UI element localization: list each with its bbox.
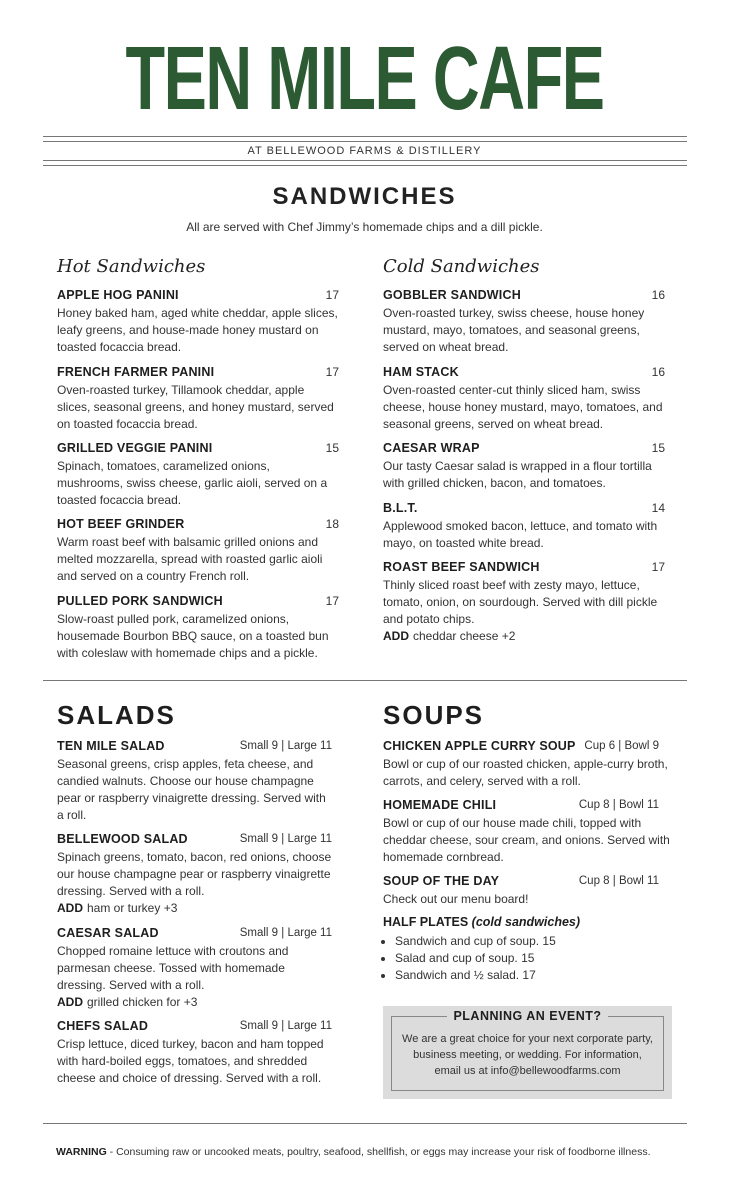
item-description: Spinach, tomatoes, caramelized onions, mushrooms, swiss cheese, garlic aioli, served on a toasted focaccia bread. bbox=[57, 459, 328, 507]
item-description: Slow-roast pulled pork, caramelized onions, housemade Bourbon BBQ sauce, on a toasted bun with coleslaw with homemade chips and a pickle. bbox=[57, 612, 329, 660]
item-description: Applewood smoked bacon, lettuce, and tomato with mayo, on toasted white bread. bbox=[383, 519, 658, 550]
item-name: HAM STACK bbox=[383, 365, 459, 379]
half-plates-qualifier: (cold sandwiches) bbox=[471, 915, 581, 929]
menu-item-grilled-veggie-panini bbox=[57, 440, 339, 509]
menu-item-ham-stack bbox=[383, 364, 665, 433]
item-price: 17 bbox=[325, 365, 339, 379]
event-title: PLANNING AN EVENT? bbox=[447, 1009, 607, 1023]
add-label: ADD bbox=[57, 995, 83, 1009]
list-item: • Sandwich and ½ salad. 17 bbox=[395, 967, 673, 984]
item-description: Chopped romaine lettuce with croutons and parmesan cheese. Tossed with homemade dressing. Served with a roll. bbox=[57, 944, 289, 992]
item-price: 17 bbox=[651, 560, 665, 574]
item-name: PULLED PORK SANDWICH bbox=[57, 594, 223, 608]
soups-title: SOUPS bbox=[383, 700, 485, 730]
header-rule-top bbox=[43, 136, 687, 137]
item-sizes: Cup 8 | Bowl 11 bbox=[578, 875, 659, 887]
item-description: Warm roast beef with balsamic grilled onions and melted mozzarella, spread with roasted garlic aioli and served on a country French roll. bbox=[57, 535, 323, 583]
item-name: ROAST BEEF SANDWICH bbox=[383, 560, 540, 574]
item-sizes: Small 9 | Large 11 bbox=[239, 1020, 332, 1032]
add-label: ADD bbox=[57, 901, 83, 915]
cafe-title: TEN MILE CAFE bbox=[125, 29, 604, 129]
menu-item-ten-mile-salad bbox=[57, 738, 332, 824]
item-name: TEN MILE SALAD bbox=[57, 739, 165, 753]
menu-item-hot-beef-grinder bbox=[57, 516, 339, 585]
item-sizes: Cup 8 | Bowl 11 bbox=[578, 799, 659, 811]
add-text: grilled chicken for +3 bbox=[87, 995, 198, 1009]
header-rule-bottom bbox=[43, 160, 687, 161]
item-price: 16 bbox=[651, 365, 665, 379]
menu-item-gobbler-sandwich bbox=[383, 287, 665, 356]
cafe-subtitle: AT BELLEWOOD FARMS & DISTILLERY bbox=[247, 145, 482, 157]
event-title-wrap bbox=[392, 1007, 663, 1025]
item-description: Oven-roasted turkey, Tillamook cheddar, apple slices, seasonal greens, and honey mustard, served on toasted focaccia bread. bbox=[57, 383, 334, 431]
item-name: GOBBLER SANDWICH bbox=[383, 288, 521, 302]
add-text: ham or turkey +3 bbox=[87, 901, 178, 915]
item-name: CAESAR WRAP bbox=[383, 441, 480, 455]
half-plates-name: HALF PLATES bbox=[383, 915, 469, 929]
event-box bbox=[383, 1006, 672, 1099]
item-name: CHICKEN APPLE CURRY SOUP bbox=[383, 739, 576, 753]
item-price: 15 bbox=[651, 441, 665, 455]
menu-item-chicken-apple-curry-soup bbox=[383, 738, 673, 790]
event-box-frame bbox=[391, 1009, 664, 1091]
menu-item-french-farmer-panini bbox=[57, 364, 339, 433]
warning-text: - Consuming raw or uncooked meats, poultry, seafood, shellfish, or eggs may increase your risk of foodborne illness. bbox=[106, 1146, 651, 1158]
section-divider bbox=[43, 680, 687, 681]
half-plates bbox=[383, 914, 673, 984]
salads-title: SALADS bbox=[57, 700, 176, 730]
add-text: cheddar cheese +2 bbox=[413, 629, 516, 643]
item-description: Oven-roasted turkey, swiss cheese, house honey mustard, mayo, tomatoes, and seasonal greens, served on wheat bread. bbox=[383, 306, 645, 354]
item-name: SOUP OF THE DAY bbox=[383, 874, 500, 888]
hot-sandwiches-heading: Hot Sandwiches bbox=[57, 256, 206, 277]
list-item: • Salad and cup of soup. 15 bbox=[395, 950, 673, 967]
header-rule-bottom-inner bbox=[43, 165, 687, 166]
sandwiches-note: All are served with Chef Jimmy’s homemade chips and a dill pickle. bbox=[186, 220, 543, 234]
item-price: 17 bbox=[325, 288, 339, 302]
menu-item-homemade-chili bbox=[383, 797, 673, 866]
cold-sandwiches-heading: Cold Sandwiches bbox=[383, 256, 540, 277]
item-description: Our tasty Caesar salad is wrapped in a flour tortilla with grilled chicken, bacon, and tomatoes. bbox=[383, 459, 652, 490]
item-sizes: Small 9 | Large 11 bbox=[239, 833, 332, 845]
item-name: BELLEWOOD SALAD bbox=[57, 832, 188, 846]
menu-item-bellewood-salad bbox=[57, 831, 332, 917]
warning-notice bbox=[56, 1146, 696, 1158]
menu-item-caesar-salad bbox=[57, 925, 332, 1011]
header-rule-top-inner bbox=[43, 141, 687, 142]
footer-divider bbox=[43, 1123, 687, 1124]
item-sizes: Small 9 | Large 11 bbox=[239, 740, 332, 752]
item-description: Bowl or cup of our house made chili, topped with cheddar cheese, sour cream, and onions. Served with homemade cornbread. bbox=[383, 816, 670, 864]
list-item: • Sandwich and cup of soup. 15 bbox=[395, 933, 673, 950]
item-description: Bowl or cup of our roasted chicken, apple-curry broth, carrots, and celery, served with a roll. bbox=[383, 757, 668, 788]
menu-item-roast-beef-sandwich bbox=[383, 559, 665, 645]
add-label: ADD bbox=[383, 629, 409, 643]
warning-label: WARNING bbox=[56, 1146, 107, 1158]
menu-item-pulled-pork-sandwich bbox=[57, 593, 339, 662]
item-description: Honey baked ham, aged white cheddar, apple slices, leafy greens, and house-made honey mustard on toasted focaccia bread. bbox=[57, 306, 338, 354]
item-price: 16 bbox=[651, 288, 665, 302]
half-plates-list bbox=[383, 933, 673, 984]
item-add-on bbox=[57, 900, 332, 917]
item-price: 17 bbox=[325, 594, 339, 608]
sandwiches-title: SANDWICHES bbox=[272, 183, 457, 210]
item-name: B.L.T. bbox=[383, 501, 418, 515]
item-price: 18 bbox=[325, 517, 339, 531]
item-description: Thinly sliced roast beef with zesty mayo, lettuce, tomato, onion, on sourdough. Served with dill pickle and potato chips. bbox=[383, 578, 658, 626]
item-name: CAESAR SALAD bbox=[57, 926, 159, 940]
item-sizes: Cup 6 | Bowl 9 bbox=[584, 740, 659, 752]
item-name: CHEFS SALAD bbox=[57, 1019, 149, 1033]
item-description: Spinach greens, tomato, bacon, red onions, choose our house champagne pear or raspberry vinaigrette dressing. Served with a roll. bbox=[57, 850, 332, 898]
item-description: Crisp lettuce, diced turkey, bacon and ham topped with hard-boiled eggs, tomatoes, and shredded cheese and choice of dressing. Served with a roll. bbox=[57, 1037, 324, 1085]
item-description: Oven-roasted center-cut thinly sliced ham, swiss cheese, house honey mustard, mayo, tomatoes, and seasonal greens, served on wheat bread. bbox=[383, 383, 663, 431]
item-name: FRENCH FARMER PANINI bbox=[57, 365, 215, 379]
item-name: APPLE HOG PANINI bbox=[57, 288, 179, 302]
item-name: GRILLED VEGGIE PANINI bbox=[57, 441, 213, 455]
menu-item-apple-hog-panini bbox=[57, 287, 339, 356]
item-name: HOMEMADE CHILI bbox=[383, 798, 497, 812]
item-add-on bbox=[57, 994, 332, 1011]
menu-item-blt bbox=[383, 500, 665, 552]
item-price: 14 bbox=[651, 501, 665, 515]
half-plates-heading bbox=[383, 914, 673, 931]
item-add-on bbox=[383, 628, 665, 645]
menu-item-soup-of-the-day bbox=[383, 873, 673, 908]
menu-item-chefs-salad bbox=[57, 1018, 332, 1087]
item-description: Seasonal greens, crisp apples, feta cheese, and candied walnuts. Choose our house champagne pear or raspberry vinaigrette dressing. Served with a roll. bbox=[57, 757, 326, 822]
item-name: HOT BEEF GRINDER bbox=[57, 517, 185, 531]
item-sizes: Small 9 | Large 11 bbox=[239, 927, 332, 939]
event-body: We are a great choice for your next corporate party, business meeting, or wedding. For information, email us at info@bellewoodfarms.com bbox=[402, 1033, 653, 1077]
menu-item-caesar-wrap bbox=[383, 440, 665, 492]
item-price: 15 bbox=[325, 441, 339, 455]
item-description: Check out our menu board! bbox=[383, 892, 529, 906]
